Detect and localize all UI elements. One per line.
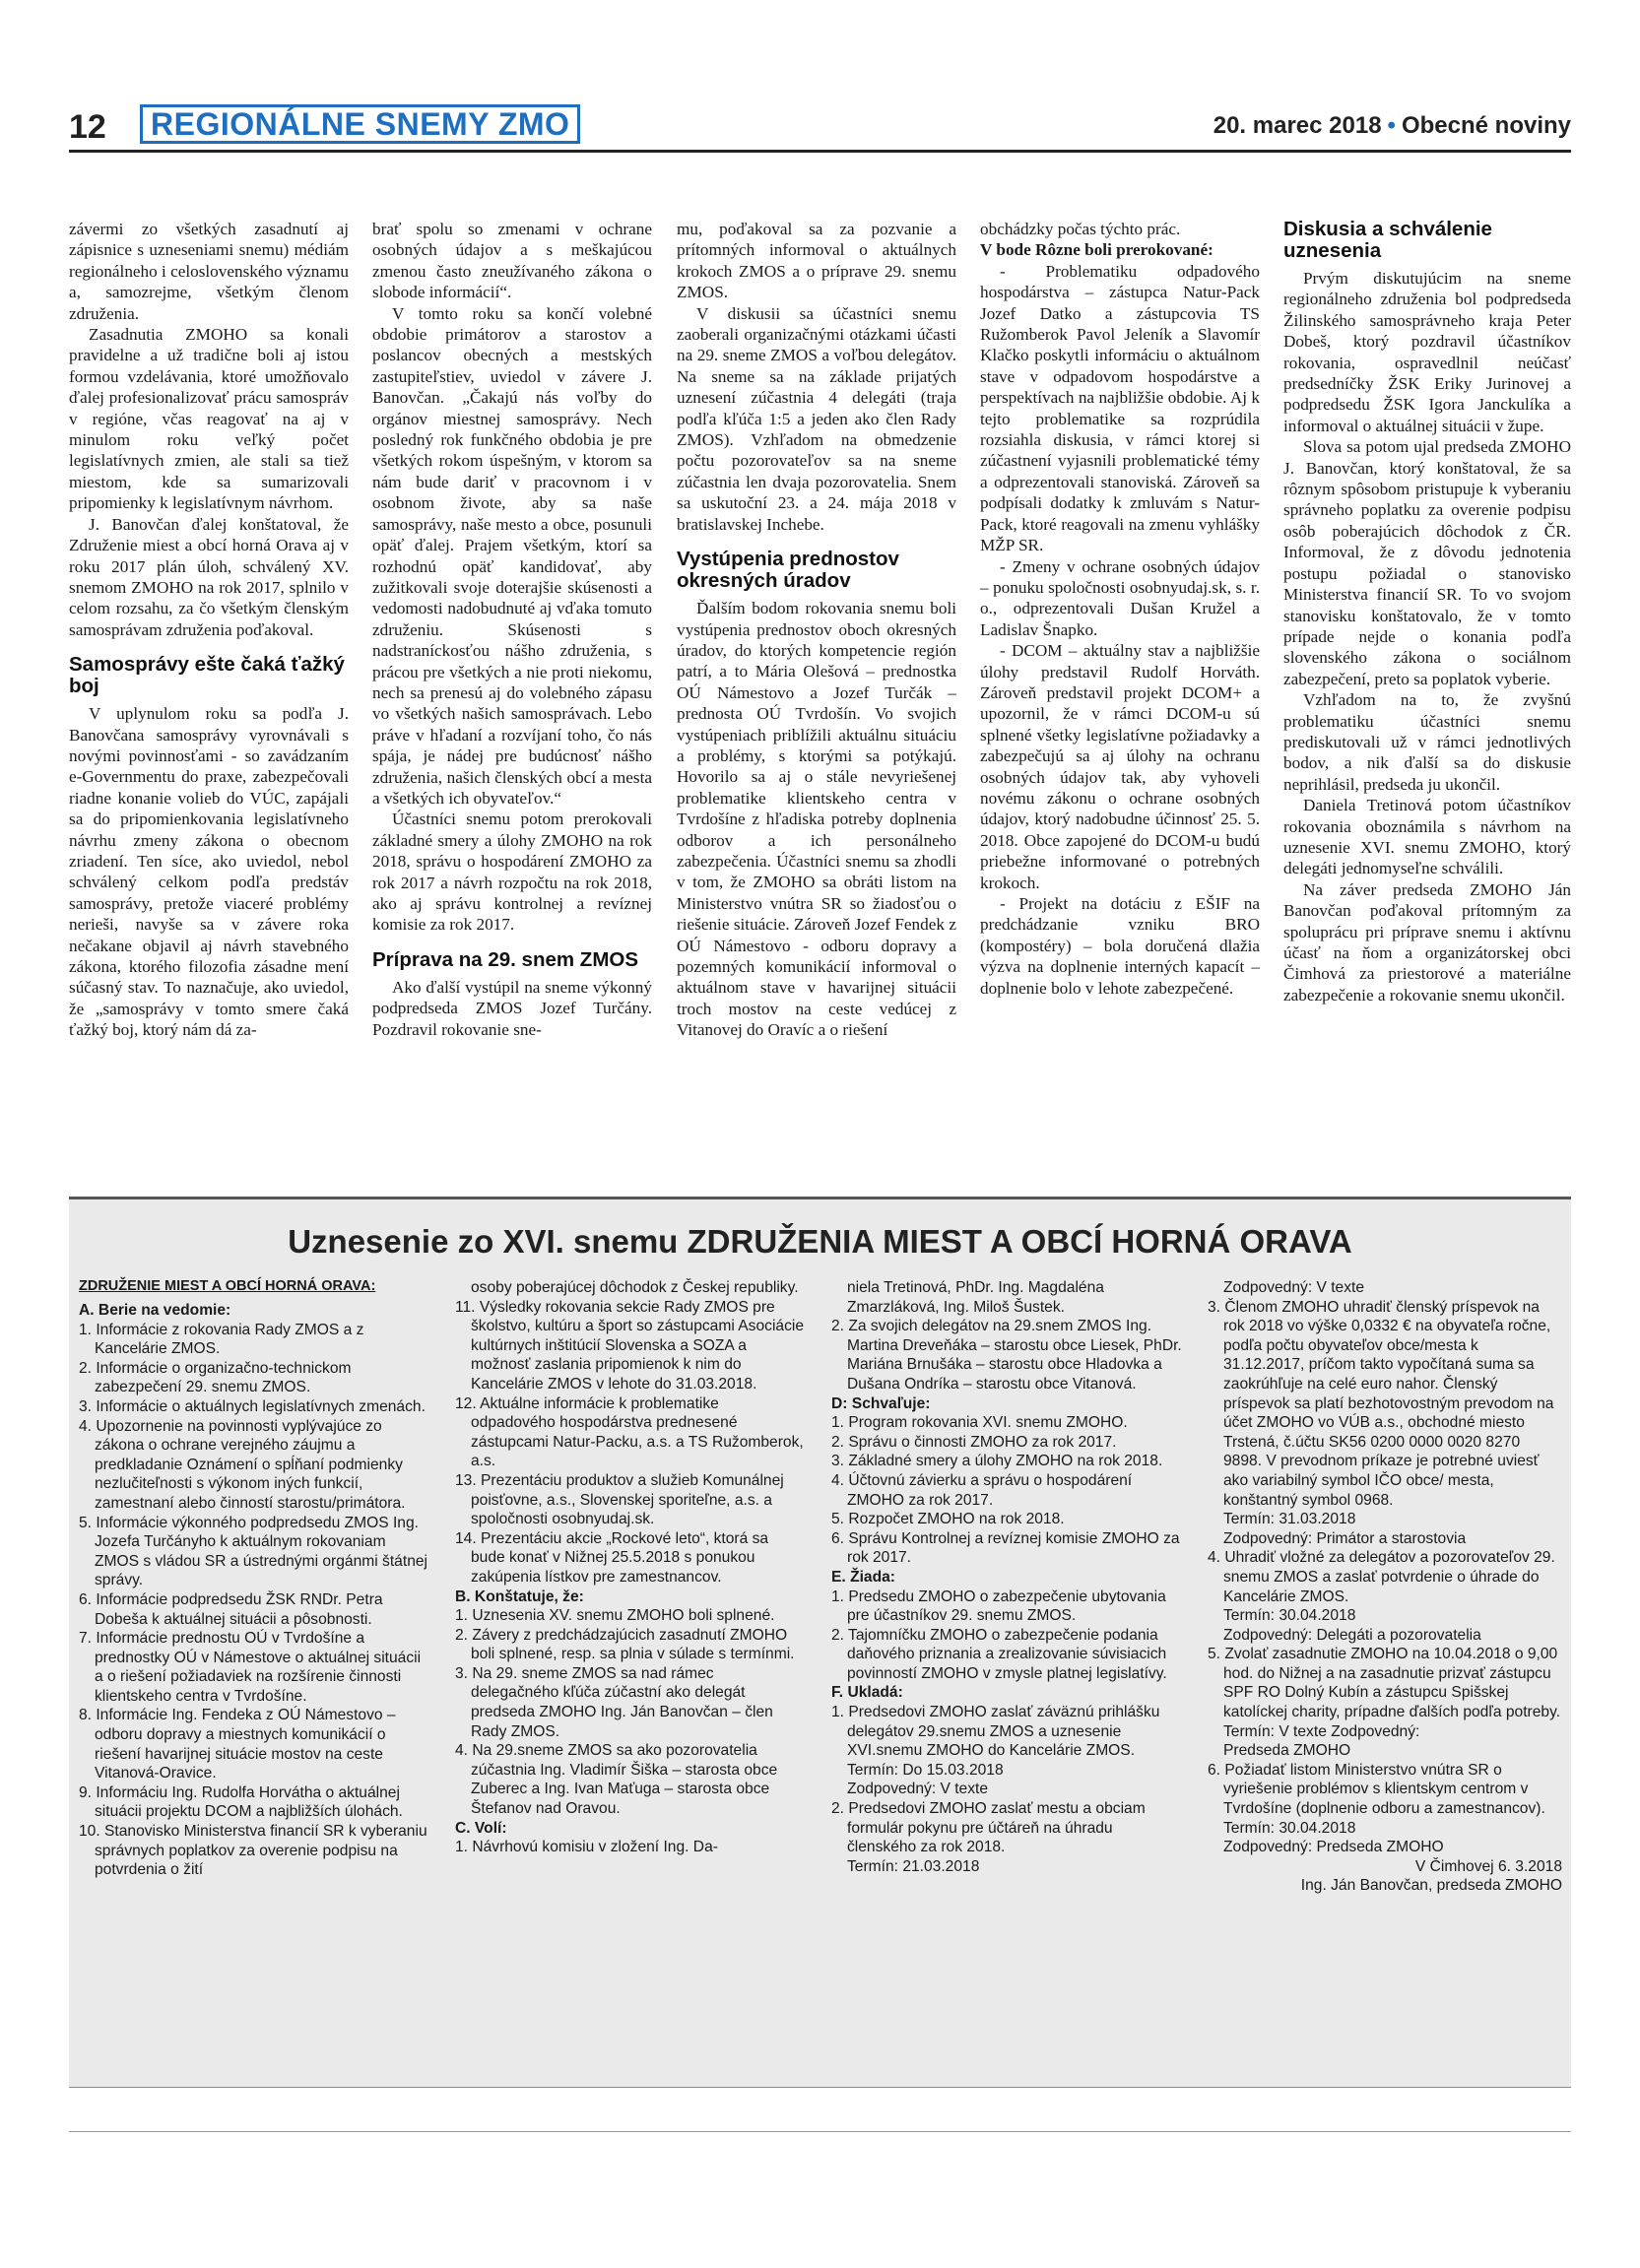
paragraph: V diskusii sa účastníci snemu zaoberali organizačnými otázkami účasti na 29. sneme ZMOS a voľbou delegátov. Na sneme sa na základe prijatých uznesení zúčastnia 4 delegáti (traja podľa kľúča 1:5 a jeden ako člen Rady ZMOS). Vzhľadom na obmedzenie počtu pozorovateľov sa na sneme zúčastnia len dvaja pozorovatelia. Snem sa uskutoční 23. a 24. mája 2018 v bratislavskej Inchebe. (677, 303, 956, 534)
list-item: 9. Informáciu Ing. Rudolfa Horvátha o aktuálnej situácii projektu DCOM a najbližších úlohách. (79, 1783, 403, 1821)
paragraph: Účastníci snemu potom prerokovali základné smery a úlohy ZMOHO na rok 2018, správu o hospodárení ZMOHO za rok 2017 a návrh rozpočtu na rok 2018, ako aj správu kontrolnej a revíznej komisie za rok 2017. (372, 810, 652, 935)
paragraph: Slova sa potom ujal predseda ZMOHO J. Banovčan, ktorý konštatoval, že sa rôznym spôsobom pristupuje k vyberaniu správneho poplatku za overenie podpisu osôb poberajúcich dôchodok z ČR. Informoval, že z dôvodu jednotenia postupu požiadal o stanovisko Ministerstva financií SR. To vo svojom stanovisku konštatovalo, že v tomto prípade nejde o konania podľa slovenského zákona o sociálnom zabezpečení, preto sa poplatok vyberie. (1283, 437, 1571, 688)
paragraph: Na záver predseda ZMOHO Ján Banovčan poďakoval prítomným za spoluprácu pri príprave snemu i aktívnu účasť na ňom a organizátorskej obci Čimhová za priestorové a materiálne zabezpečenie a rokovanie snemu ukončil. (1283, 879, 1571, 1004)
list-item: 2. Správu o činnosti ZMOHO za rok 2017. (831, 1433, 1117, 1451)
list-item: 3. Základné smery a úlohy ZMOHO na rok 2018. (831, 1453, 1163, 1470)
deadline: Termín: 30.04.2018 (1223, 1819, 1356, 1837)
responsible: Zodpovedný: Predseda ZMOHO (1223, 1839, 1444, 1856)
list-item: 3. Na 29. sneme ZMOS sa nad rámec delegačného kľúča zúčastní ako delegát predseda ZMOHO Ing. Ján Banovčan – člen Rady ZMOS. (455, 1664, 773, 1740)
organization-name: ZDRUŽENIE MIEST A OBCÍ HORNÁ ORAVA: (79, 1278, 376, 1294)
list-item: 10. Stanovisko Ministerstva financií SR k vyberaniu správnych poplatkov za overenie podpisu na potvrdenia o žití (79, 1823, 427, 1879)
resolution-title: Uznesenie zo XVI. snemu ZDRUŽENIA MIEST A OBCÍ HORNÁ ORAVA (288, 1223, 1352, 1260)
list-item: 1. Návrhovú komisiu v zložení Ing. Da- (455, 1839, 718, 1856)
resolution-column-2 (455, 1278, 806, 1857)
list-item-continued: niela Tretinová, PhDr. Ing. Magdaléna Zmarzláková, Ing. Miloš Šustek. (847, 1279, 1104, 1316)
deadline: Termín: 31.03.2018 (1223, 1511, 1356, 1528)
deadline: Termín: 30.04.2018 (1223, 1607, 1356, 1625)
paragraph: V uplynulom roku sa podľa J. Banovčana samosprávy vyrovnávali s novými povinnosťami - so zavádzaním e-Governmentu do praxe, zabezpečovali riadne konanie volieb do VÚC, zapájali sa do pripomienkovania legislatívneho návrhu zmeny zákona o obecnom zriadení. Ten síce, ako uviedol, nebol schválený celkom podľa predstáv samosprávy, pretože viaceré problémy nerieši, navyše sa v závere roka nečakane objavil aj návrh stavebného zákona, ktorého filozofia zásadne mení súčasný stav. To naznačuje, ako uviedol, že „samosprávy v tomto smere čaká ťažký boj, ktorý nám dá za- (69, 704, 349, 1040)
list-item-continued: osoby poberajúcej dôchodok z Českej republiky. (471, 1279, 799, 1296)
list-item: 6. Informácie podpredsedu ŽSK RNDr. Petra Dobeša k aktuálnej situácii a pôsobnosti. (79, 1590, 383, 1628)
signature: Ing. Ján Banovčan, predseda ZMOHO (1300, 1877, 1562, 1895)
section-heading: D: Schvaľuje: (831, 1394, 931, 1412)
list-item: 5. Informácie výkonného podpredsedu ZMOS Ing. Jozefa Turčányho k aktuálnym rokovaniam ZMOS s vládou SR a ústrednými orgánmi štátnej správy. (79, 1514, 427, 1589)
responsible: Zodpovedný: Delegáti a pozorovatelia (1223, 1626, 1481, 1644)
paragraph: Ako ďalší vystúpil na sneme výkonný podpredseda ZMOS Jozef Turčány. Pozdravil rokovanie sne- (372, 977, 652, 1039)
resolution-box (69, 1197, 1571, 2088)
section-title: REGIONÁLNE SNEMY ZMO (151, 105, 570, 142)
list-item: 1. Predsedovi ZMOHO zaslať záväznú prihlášku delegátov 29.snemu ZMOS a uznesenie XVI.snemu ZMOHO do Kancelárie ZMOS. (831, 1704, 1160, 1760)
deadline: Termín: 21.03.2018 (847, 1857, 980, 1875)
list-item: 2. Predsedovi ZMOHO zaslať mestu a obciam formulár pokynu pre účtáreň na úhradu členského za rok 2018. (831, 1800, 1146, 1856)
paragraph: Prvým diskutujúcim na sneme regionálneho združenia bol podpredseda Žilinského samosprávneho kraja Peter Dobeš, ktorý pozdravil účastníkov rokovania, ospravedlnil neúčasť predsedníčky ŽSK Eriky Jurinovej a podpredsedu ŽSK Igora Janckulíka a informoval o aktuálnej situácii v župe. (1283, 269, 1571, 435)
lead-in: V bode Rôzne boli prerokované: (980, 240, 1214, 260)
list-item: 6. Požiadať listom Ministerstvo vnútra SR o vyriešenie problémov s klientskym centrom v Tvrdošíne (doplnenie odboru a zamestnancov). (1208, 1761, 1545, 1818)
subheading: Samosprávy ešte čaká ťažký boj (69, 653, 345, 698)
responsible: Predseda ZMOHO (1223, 1742, 1351, 1760)
list-item: 4. Upozornenie na povinnosti vyplývajúce zo zákona o ochrane verejného záujmu a predkladanie Oznámení o spĺňaní podmienky nezlučiteľnosti s výkonom iných funkcií, zamestnaní alebo činností starostu/primátora. (79, 1417, 406, 1512)
paragraph: Zasadnutia ZMOHO sa konali pravidelne a už tradične boli aj istou formou vzdelávania, ktoré umožňovalo ďalej profesionalizovať prácu samospráv v regióne, včas reagovať na aj v minulom roku veľký počet legislatívnych zmien, ale stali sa tiež miestom, kde sa sumarizovali pripomienky k legislatívnym návrhom. (69, 325, 349, 513)
list-item: 12. Aktuálne informácie k problematike odpadového hospodárstva prednesené zástupcami Natur-Packu, a.s. a TS Ružomberok, a.s. (455, 1394, 804, 1470)
header-rule (69, 150, 1571, 153)
subheading: Vystúpenia prednostov okresných úradov (677, 548, 899, 593)
deadline: Termín: V texte Zodpovedný: (1223, 1722, 1420, 1740)
section-heading: F. Ukladá: (831, 1684, 903, 1702)
list-item: 2. Závery z predchádzajúcich zasadnutí ZMOHO boli splnené, resp. sa plnia v súlade s termínmi. (455, 1626, 795, 1663)
deadline: Termín: Do 15.03.2018 (847, 1761, 1004, 1779)
resolution-column-1 (79, 1278, 429, 1880)
paragraph: - Problematiku odpadového hospodárstva – zástupca Natur-Pack Jozef Datko a zástupcovia TS Ružomberok Pavol Jeleník a Slavomír Klačko poskytli informáciu o aktuálnom stave v odpadovom hospodárstve a perspektívach na najbližšie obdobie. Aj k tejto problematike sa rozprúdila rozsiahla diskusia, v rámci ktorej si zúčastnení vyjasnili problematické témy a odprezentovali stanoviská. Zároveň sa podpísali dodatky k zmluvám s Natur-Pack, ktoré reagovali na zmenu vyhlášky MŽP SR. (980, 261, 1260, 555)
paragraph: - Zmeny v ochrane osobných údajov – ponuku spoločnosti osobnyudaj.sk, s. r. o., odprezentovali Dušan Kružel a Ladislav Šnapko. (980, 556, 1260, 639)
resolution-column-4 (1208, 1278, 1562, 1896)
article-body (69, 219, 1571, 1186)
list-item: 2. Tajomníčku ZMOHO o zabezpečenie podania daňového priznania a zrealizovanie súvisiacich povinností ZMOHO v zmysle platnej legislatívy. (831, 1626, 1167, 1682)
article-column-3 (677, 219, 956, 1041)
list-item: 2. Informácie o organizačno-technickom zabezpečení 29. snemu ZMOS. (79, 1359, 352, 1396)
list-item: 4. Účtovnú závierku a správu o hospodárení ZMOHO za rok 2017. (831, 1471, 1133, 1509)
list-item: 7. Informácie prednostu OÚ v Tvrdošíne a prednostky OÚ v Námestove o aktuálnej situácii a o riešení požiadaviek na rozšírenie činnosti klientskeho centra v Tvrdošíne. (79, 1630, 422, 1705)
subheading: Príprava na 29. snem ZMOS (372, 947, 639, 971)
section-label-box (140, 104, 580, 144)
separator-dot: • (1387, 112, 1396, 139)
section-heading: E. Žiada: (831, 1568, 895, 1586)
list-item: 4. Uhradiť vložné za delegátov a pozorovateľov 29. snemu ZMOS a zaslať potvrdenie o úhrade do Kancelárie ZMOS. (1208, 1549, 1555, 1605)
section-heading: A. Berie na vedomie: (79, 1302, 231, 1319)
list-item: 11. Výsledky rokovania sekcie Rady ZMOS pre školstvo, kultúru a šport so zástupcami Asociácie kultúrnych inštitúcií Slovenska a SOZA a možnosť zaslania pripomienok k nim do Kancelárie ZMOS v lehote do 31.03.2018. (455, 1298, 805, 1393)
list-item: 8. Informácie Ing. Fendeka z OÚ Námestovo – odboru dopravy a miestnych komunikácií o riešení havarijnej situácie mostov na ceste Vitanová-Oravice. (79, 1707, 396, 1782)
paragraph: brať spolu so zmenami v ochrane osobných údajov a s meškajúcou zmenou často zneužívaného zákona o slobode informácií“. (372, 220, 652, 302)
page-number: 12 (69, 108, 106, 146)
resolution-column-3 (831, 1278, 1182, 1876)
list-item: 13. Prezentáciu produktov a služieb Komunálnej poisťovne, a.s., Slovenskej sporiteľne, a.s. a spoločnosti osobnyudaj.sk. (455, 1471, 784, 1528)
bottom-rule (69, 2131, 1571, 2132)
list-item: 1. Uznesenia XV. snemu ZMOHO boli splnené. (455, 1607, 775, 1625)
list-item: 1. Predsedu ZMOHO o zabezpečenie ubytovania pre účastníkov 29. snemu ZMOS. (831, 1588, 1166, 1625)
paragraph: V tomto roku sa končí volebné obdobie primátorov a starostov a poslancov obecných a mestských zastupiteľstiev, uviedol v závere J. Banovčan. „Čakajú nás voľby do orgánov miestnej samosprávy. Nech posledný rok funkčného obdobia je pre všetkých rokom úspešným, v ktorom sa nám bude dariť v pracovnom i v osobnom živote, aby sa naše samosprávy, naše mesto a obce, posunuli opäť ďalej. Prajem všetkým, ktorí sa rozhodnú opäť kandidovať, aby zužitkovali svoje doterajšie skúsenosti a vedomosti nadobudnuté aj vďaka tomuto združeniu. Skúsenosti s nadstraníckosťou nášho združenia, s prácou pre všetkých a nie proti niekomu, nech sa prenesú aj do volebného zápasu vo všetkých našich samosprávach. Lebo práve v hľadaní a rozvíjaní toho, čo nás spája, je nádej pre budúcnosť nášho združenia, našich členských obcí a mesta a všetkých ich obyvateľov.“ (372, 303, 652, 808)
list-item: 4. Na 29.sneme ZMOS sa ako pozorovatelia zúčastnia Ing. Vladimír Šiška – starosta obce Zuberec a Ing. Ivan Maťuga – starosta obce Štefanov nad Oravou. (455, 1742, 778, 1818)
paragraph: J. Banovčan ďalej konštatoval, že Združenie miest a obcí horná Orava aj v roku 2017 plán úloh, schválený XV. snemom ZMOHO na rok 2017, splnilo v celom rozsahu, za čo všetkým členským samosprávam združenia poďakoval. (69, 514, 349, 639)
publication-name: Obecné noviny (1401, 112, 1571, 139)
paragraph: - DCOM – aktuálny stav a najbližšie úlohy predstavil Rudolf Horváth. Zároveň predstavil projekt DCOM+ a upozornil, že v rámci DCOM-u sú splnené všetky legislatívne požiadavky a zabezpečujú sa aj úlohy na ochranu osobných údajov tak, aby vyhoveli novému zákonu o ochrane osobných údajov, ktorý nadobudne účinnosť 25. 5. 2018. Obce zapojené do DCOM-u budú priebežne informované o potrebných krokoch. (980, 641, 1260, 892)
paragraph: mu, poďakoval sa za pozvanie a prítomných informoval o aktuálnych krokoch ZMOS a o príprave 29. snemu ZMOS. (677, 220, 956, 302)
list-item: 2. Za svojich delegátov na 29.snem ZMOS Ing. Martina Dreveňáka – starostu obce Liesek, PhDr. Mariána Brnušáka – starostu obce Hladovka a Dušana Ondríka – starostu obce Vitanová. (831, 1318, 1182, 1393)
list-item: 14. Prezentáciu akcie „Rockové leto“, ktorá sa bude konať v Nižnej 25.5.2018 s ponukou zakúpenia lístkov pre zamestnancov. (455, 1529, 769, 1586)
responsible: Zodpovedný: V texte (1223, 1279, 1365, 1296)
responsible: Zodpovedný: V texte (847, 1781, 989, 1798)
list-item: 6. Správu Kontrolnej a revíznej komisie ZMOHO za rok 2017. (831, 1529, 1180, 1567)
paragraph: Daniela Tretinová potom účastníkov rokovania oboznámila s návrhom na uznesenie XVI. snemu ZMOHO, ktorý delegáti jednomyseľne schválili. (1283, 796, 1571, 878)
section-heading: C. Volí: (455, 1819, 507, 1837)
subheading: Diskusia a schválenie uznesenia (1283, 218, 1492, 262)
paragraph: Ďalším bodom rokovania snemu boli vystúpenia prednostov oboch okresných úradov, do ktorých kompetencie región patrí, a to Mária Olešová – prednostka OÚ Námestovo a Jozef Turčák – prednosta OÚ Tvrdošín. Vo svojich vystúpeniach priblížili aktuálnu situáciu a problémy, s ktorými sa potýkajú. Hovorilo sa aj o stále nevyriešenej problematike klientskeho centra v Tvrdošíne z hľadiska potreby doplnenia odborov a ich personálneho zabezpečenia. Účastníci snemu sa zhodli v tom, že ZMOHO sa obráti listom na Ministerstvo vnútra SR so žiadosťou o riešenie situácie. Zároveň Jozef Fendek z OÚ Námestovo - odboru dopravy a pozemných komunikácií informoval o aktuálnom stave v havarijnej situácii troch mostov na ceste vedúcej z Vitanovej do Oravíc a o riešení (677, 599, 956, 1040)
list-item: 5. Rozpočet ZMOHO na rok 2018. (831, 1511, 1065, 1528)
paragraph: závermi zo všetkých zasadnutí aj zápisnice s uzneseniami snemu) médiám regionálneho i celoslovenského významu a, samozrejme, všetkým členom združenia. (69, 220, 349, 323)
list-item: 1. Informácie z rokovania Rady ZMOS a z Kancelárie ZMOS. (79, 1321, 364, 1358)
paragraph: Vzhľadom na to, že zvyšnú problematiku účastníci snemu prediskutovali už v rámci jednotlivých bodov, a nik ďalší sa do diskusie neprihlásil, predseda ju ukončil. (1283, 690, 1571, 794)
responsible: Zodpovedný: Primátor a starostovia (1223, 1529, 1467, 1547)
article-column-5 (1283, 219, 1571, 1005)
list-item: 3. Členom ZMOHO uhradiť členský príspevok na rok 2018 vo výške 0,0332 € na obyvateľa ročne, podľa počtu obyvateľov obce/mesta k 31.12.2017, príčom takto vypočítaná suma sa zaokrúhľuje na celé euro nahor. Členský príspevok sa platí bezhotovostným prevodom na účet ZMOHO vo VÚB a.s., obchodné miesto Trstená, č.účtu SK56 0200 0000 0020 8270 9898. V prevodnom príkaze je potrebné uviesť ako variabilný symbol IČO obce/ mesta, konštantný symbol 0968. (1208, 1298, 1554, 1509)
list-item: 3. Informácie o aktuálnych legislatívnych zmenách. (79, 1397, 426, 1415)
article-column-4 (980, 219, 1260, 999)
list-item: 5. Zvolať zasadnutie ZMOHO na 10.04.2018 o 9,00 hod. do Nižnej a na zasadnutie prizvať zástupcu SPF RO Dolný Kubín a zástupcu Spišskej katolíckej charity, prípadne ďalších podľa potreby. (1208, 1646, 1561, 1721)
article-column-1 (69, 219, 349, 1041)
paragraph: - Projekt na dotáciu z EŠIF na predchádzanie vzniku BRO (kompostéry) – bola doručená dlažia výzva na doplnenie interných kapacít – doplnenie bolo v lehote zabezpečené. (980, 894, 1260, 998)
paragraph: obchádzky počas týchto prác. (980, 220, 1181, 238)
list-item: 1. Program rokovania XVI. snemu ZMOHO. (831, 1414, 1128, 1432)
issue-date: 20. marec 2018 (1213, 112, 1382, 139)
page-header (69, 104, 1571, 152)
article-column-2 (372, 219, 652, 1040)
place-and-date: V Čimhovej 6. 3.2018 (1414, 1857, 1562, 1875)
issue-info (1214, 112, 1571, 140)
section-heading: B. Konštatuje, že: (455, 1588, 584, 1605)
